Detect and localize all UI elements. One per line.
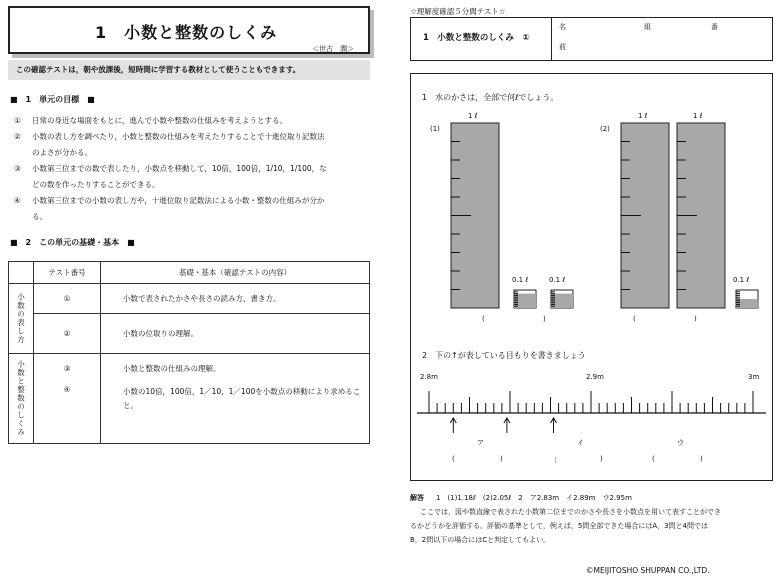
page-title: 1 小数と整数のしくみ <box>95 23 278 42</box>
bracket-open: 〔 <box>550 456 557 464</box>
class-label: 組 <box>644 23 651 31</box>
paren-open: ( <box>482 315 485 323</box>
group-label-1: 小数の表し方 <box>16 293 26 344</box>
goal-item: ① 日常の身近な場面をもとに，進んで小数や整数の仕組みを考えようとする。 <box>14 116 287 125</box>
small-label: 0.1 ℓ <box>549 276 566 284</box>
header-box <box>410 17 773 61</box>
goals-heading: ■ 1 単元の目標 ■ <box>10 95 95 104</box>
title-box <box>8 6 370 54</box>
label-i: イ <box>577 439 584 447</box>
number-line <box>411 385 772 435</box>
liter-label: 1 ℓ <box>638 112 648 120</box>
small-label: 0.1 ℓ <box>512 276 529 284</box>
liter-label: 1 ℓ <box>693 112 703 120</box>
question-1: 1 水のかさは，全部で何ℓでしょう。 <box>422 93 559 102</box>
goal-item: る。 <box>32 212 47 221</box>
row-num: ② <box>34 314 101 354</box>
goal-item: ③ 小数第三位までの数で表したり，小数点を移動して，10倍，100倍，1/10，1/100，な <box>14 164 327 173</box>
goals-list <box>14 113 374 225</box>
ruler-end: 3m <box>748 373 760 381</box>
answer-block: 解答 1 (1)1.18ℓ (2)2.05ℓ 2 ア2.83m イ2.89m ウ2.95m ここでは，図や数直線で表された小数第二位までのかさや長さを小数点を用いて表すことができ るかどうかを評価する。評価の基準として，例えば，5問全部できた場合にはA，3問と4問では B，2問以下の場合にはCと判定してもよい。 <box>410 494 721 544</box>
basics-heading: ■ 2 この単元の基礎・基本 ■ <box>10 238 135 247</box>
goal-item: のよさが分かる。 <box>32 148 92 157</box>
banner: この確認テストは，朝や放課後，短時間に学習する教材として使うこともできます。 <box>8 60 370 80</box>
paren-close: ) <box>694 315 697 323</box>
label-u: ウ <box>677 439 684 447</box>
name-label-1: 名 <box>559 23 566 31</box>
paren-close: ) <box>543 315 546 323</box>
liter-label: 1 ℓ <box>468 112 478 120</box>
paren-open: ( <box>652 455 655 463</box>
author: ＜世古 潤＞ <box>312 45 354 53</box>
paren-close: ) <box>700 455 703 463</box>
row-num: ① <box>34 284 101 314</box>
row-text: 小数で表されたかさや長さの読み方，書き方。 <box>101 284 370 314</box>
paren-close: ) <box>500 455 503 463</box>
number-label: 番 <box>711 23 718 31</box>
basics-table <box>8 261 370 444</box>
question-2: 2 下の↑が表している目もりを書きましょう <box>422 351 586 360</box>
col-number-header: テスト番号 <box>34 262 101 284</box>
part-1-label: (1) <box>430 125 440 133</box>
row-num: ③ <box>34 354 101 384</box>
name-label-2: 前 <box>559 43 566 51</box>
paren-open: ( <box>633 315 636 323</box>
label-a: ア <box>477 439 484 447</box>
liquid-diagram <box>411 105 772 335</box>
group-label-2: 小数と整数のしくみ <box>16 360 26 437</box>
row-num: ④ <box>34 384 101 444</box>
test-title: 1 小数と整数のしくみ ① <box>423 33 530 43</box>
small-label: 0.1 ℓ <box>733 276 750 284</box>
test-label: ☆理解度確認５分間テスト☆ <box>410 7 506 16</box>
row-text: 小数の10倍，100倍，1／10，1／100を小数点の移動により求めるこ と。 <box>101 384 370 444</box>
ruler-mid: 2.9m <box>586 373 604 381</box>
paren-close: ) <box>600 455 603 463</box>
row-text: 小数と整数の仕組みの理解。 <box>101 354 370 384</box>
goal-item: ② 小数の表し方を調べたり，小数と整数の仕組みを考えたりすることで十進位取り記数法 <box>14 132 325 141</box>
paren-open: ( <box>452 455 455 463</box>
ruler-start: 2.8m <box>420 373 438 381</box>
part-2-label: (2) <box>600 125 610 133</box>
goal-item: ④ 小数第三位までの小数の表し方や，十進位取り記数法による小数・整数の仕組みが分か <box>14 196 325 205</box>
copyright: ©MEIJITOSHO SHUPPAN CO.,LTD. <box>586 566 710 575</box>
goal-item: どの数を作ったりすることができる。 <box>32 180 160 189</box>
row-text: 小数の位取りの理解。 <box>101 314 370 354</box>
col-content-header: 基礎・基本（確認テストの内容） <box>101 262 370 284</box>
